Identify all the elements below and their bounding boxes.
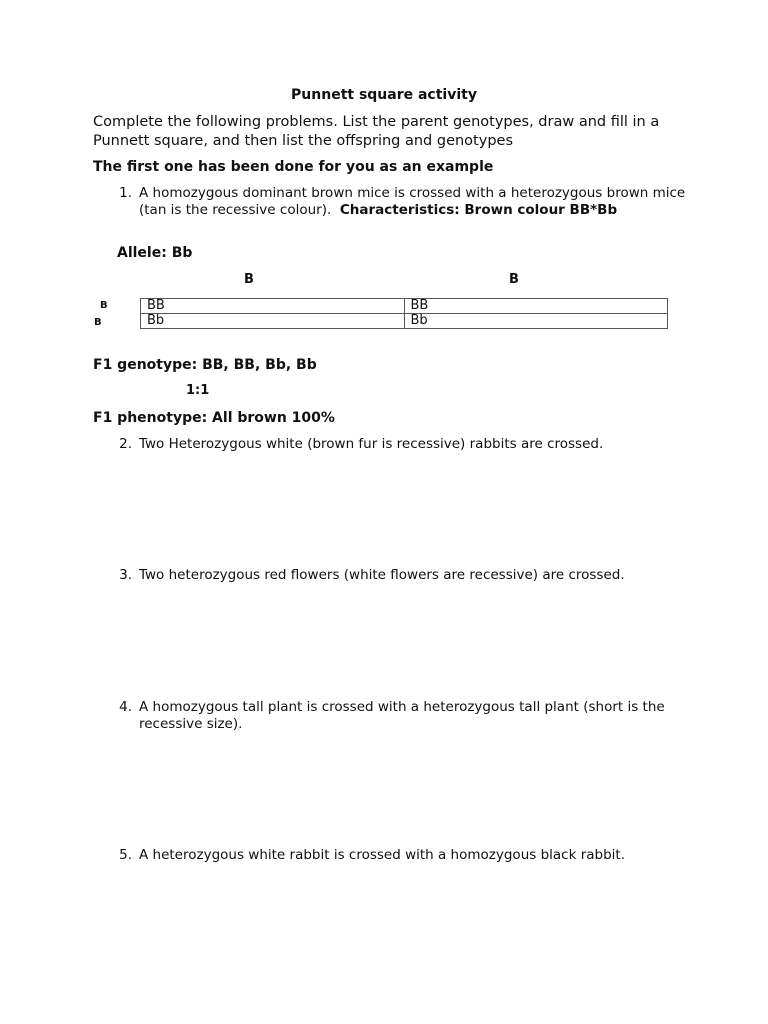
punnett-row [141, 314, 668, 329]
page-title: Punnett square activity [291, 87, 477, 103]
punnett-square [140, 298, 668, 329]
genotype-ratio: 1:1 [186, 383, 210, 398]
f1-phenotype: F1 phenotype: All brown 100% [93, 410, 335, 426]
f1-genotype: F1 genotype: BB, BB, Bb, Bb [93, 357, 317, 373]
punnett-row [141, 299, 668, 314]
problem-characteristics: Characteristics: Brown colour BB*Bb [339, 202, 618, 218]
punnett-row-header: B [100, 300, 108, 311]
problem-text: Two Heterozygous white (brown fur is recessive) rabbits are crossed. [139, 436, 604, 452]
problem-text: A homozygous tall plant is crossed with a heterozygous tall plant (short is the recessive size). [139, 699, 665, 732]
problem-number: 5. [119, 847, 132, 863]
example-note: The first one has been done for you as an example [93, 159, 494, 175]
problem-text: Two heterozygous red flowers (white flowers are recessive) are crossed. [139, 567, 625, 583]
punnett-cell: BB [141, 299, 405, 314]
punnett-cell: BB [404, 299, 668, 314]
problem-number: 1. [119, 185, 132, 201]
punnett-cell: Bb [404, 314, 668, 329]
punnett-row-header: B [94, 317, 102, 328]
problem-number: 2. [119, 436, 132, 452]
punnett-cell: Bb [141, 314, 405, 329]
problem-number: 4. [119, 699, 132, 715]
problem-text: A homozygous dominant brown mice is crossed with a heterozygous brown mice (tan is the recessive colour). [139, 185, 686, 218]
punnett-col-header: B [244, 272, 254, 287]
punnett-col-header: B [509, 272, 519, 287]
allele-label: Allele: Bb [117, 245, 193, 261]
problem-text: A heterozygous white rabbit is crossed with a homozygous black rabbit. [139, 847, 625, 863]
instructions: Complete the following problems. List the parent genotypes, draw and fill in a Punnett square, and then list the offspring and genotypes [93, 114, 660, 149]
problem-number: 3. [119, 567, 132, 583]
